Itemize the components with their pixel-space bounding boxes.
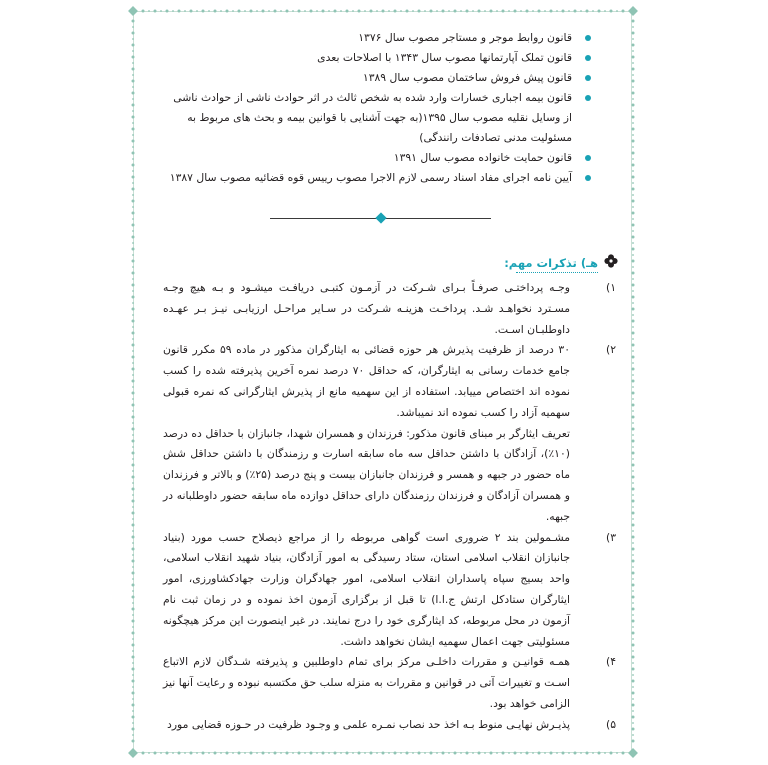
note-number: ۳)	[605, 530, 616, 544]
law-text: قانون حمایت خانواده مصوب سال ۱۳۹۱	[393, 151, 572, 164]
bullet-icon	[585, 75, 591, 81]
law-text: قانون تملک آپارتمانها مصوب سال ۱۳۴۳ با اصلاحات بعدی	[317, 51, 572, 64]
note-number: ۵)	[605, 717, 616, 731]
page-content	[163, 28, 616, 736]
law-text: قانون بیمه اجباری خسارات وارد شده به شخص ثالث در اثر حوادث ناشی از حوادث ناشی از وسایل نقلیه مصوب سال ۱۳۹۵(به جهت آشنایی با قوانین بیمه و بحث های مربوط به مسئولیت مدنی تصادفات رانندگی)	[173, 91, 572, 144]
law-item	[163, 168, 598, 188]
law-text: قانون پیش فروش ساختمان مصوب سال ۱۳۸۹	[362, 71, 572, 84]
section-title: هـ) تذکرات مهم:	[504, 256, 598, 270]
note-paragraph: همـه قوانیـن و مقررات داخلـی مرکز برای تمام داوطلبین و پذیرفته شـدگان لازم الاتباع اسـت و تغییرات آتی در قوانین و مقررات به منزله سلب حق مکتسبه نبوده و رعایت آنها نیز الزامی خواهد بود.	[163, 655, 570, 710]
bullet-icon	[585, 55, 591, 61]
section-heading	[163, 252, 598, 276]
flower-icon	[604, 254, 618, 268]
section-title-underline	[516, 272, 598, 273]
laws-list	[163, 28, 598, 188]
note-item	[163, 715, 616, 736]
note-item	[163, 652, 616, 714]
bullet-icon	[585, 35, 591, 41]
note-number: ۱)	[605, 281, 616, 294]
note-paragraph: تعریف ایثارگر بر مبنای قانون مذکور: فرزندان و همسران شهدا، جانبازان با حداقل ده درصد (۱۰٪)، آزادگان با داشتن حداقل سه ماه سابقه اسارت و رزمندگان با داشتن حداقل شش ماه حضور در جبهه و همسر و فرزندان جانبازان بیست و پنج درصد (۲۵٪) و بالاتر و فرزندان و همسران آزادگان و فرزندان رزمندگان دارای حداقل دوازده ماه سابقه حضور داوطلبانه در جبهه.	[163, 426, 571, 523]
bullet-icon	[585, 155, 591, 161]
note-paragraph: مشـمولین بند ۲ ضروری است گواهی مربوطه را از مراجع ذیصلاح حسب مورد (بنیاد جانبازان انقلاب اسلامی استان، ستاد رسیدگی به امور آزادگان، بنیاد شهید انقلاب اسلامی، واحد بسیج سپاه پاسداران انقلاب اسلامی، امور جهادگران وزارت جهادکشاورزی، امور ایثارگران ستادکل ارتش ج.ا.ا) تا قبل از برگزاری آزمون اخذ نموده و در زمان ثبت نام آزمون در محل مربوطه، کد ایثارگری خود را درج نمایند. در غیر اینصورت این مرکز هیچگونه مسئولیتی جهت اعمال سهمیه ایشان نخواهد داشت.	[163, 530, 570, 648]
note-item	[163, 528, 616, 653]
law-item	[163, 148, 598, 168]
note-paragraph: وجـه پرداختـی صرفـاً بـرای شـرکت در آزمـون کتبـی دریافـت میشـود و بـه هیچ وجـه مسـترد نخواهـد شـد. پرداخـت هزینـه شـرکت در سـایر مراحـل ارزیابـی نیـز بـر عهـده داوطلبـان اسـت.	[163, 281, 570, 336]
law-text: آیین نامه اجرای مفاد اسناد رسمی لازم الاجرا مصوب رییس قوه قضائیه مصوب سال ۱۳۸۷	[169, 171, 572, 184]
note-paragraph: پذیـرش نهایـی منوط بـه اخذ حد نصاب نمـره علمی و وجـود ظرفیت در حـوزه قضایی مورد	[167, 717, 570, 731]
law-text: قانون روابط موجر و مستاجر مصوب سال ۱۳۷۶	[358, 31, 572, 44]
bullet-icon	[585, 95, 591, 101]
note-item	[163, 278, 616, 340]
divider-diamond-icon	[375, 212, 386, 223]
law-item	[163, 28, 598, 48]
notes-list	[163, 278, 616, 736]
note-paragraph: ۳۰ درصد از ظرفیت پذیرش هر حوزه قضائی به ایثارگران مذکور در ماده ۵۹ مکرر قانون جامع خدمات رسانی به ایثارگران، که حداقل ۷۰ درصد نمره آخرین پذیرفته شده را کسب نموده اند اختصاص مییابد. استفاده از این سهمیه مانع از پذیرش ایثارگرانی که نمره قبولی سهمیه آزاد را کسب نموده اند نمیباشد.	[163, 343, 570, 419]
law-item	[163, 48, 598, 68]
note-item	[163, 340, 616, 527]
law-item	[163, 88, 598, 148]
law-item	[163, 68, 598, 88]
section-divider	[163, 204, 598, 234]
note-number: ۲)	[605, 343, 616, 357]
note-number: ۴)	[605, 655, 616, 669]
bullet-icon	[585, 175, 591, 181]
